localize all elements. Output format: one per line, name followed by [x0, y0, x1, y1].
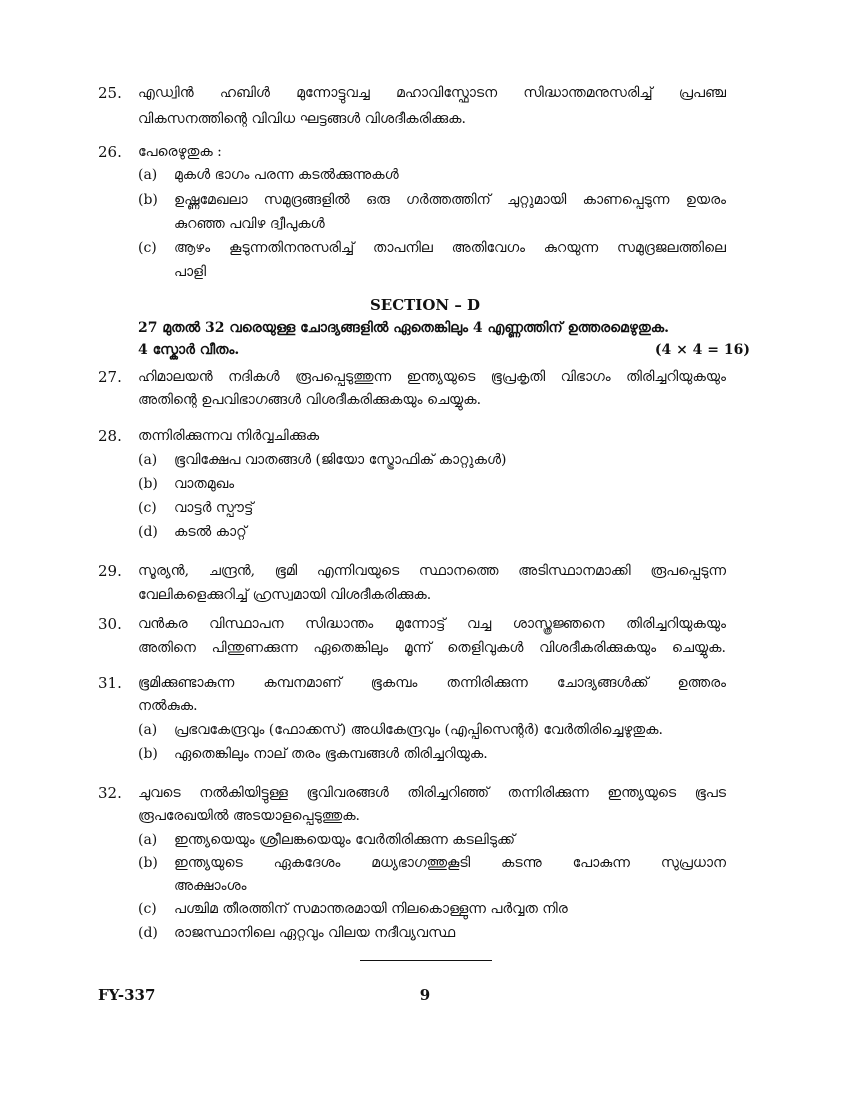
question-number: 26.	[98, 143, 122, 161]
sub-question-label: (b)	[138, 746, 158, 762]
question-number: 27.	[98, 368, 122, 386]
sub-question-label: (d)	[138, 524, 158, 540]
question-number: 32.	[98, 784, 122, 802]
sub-question-text: മുകൾ ഭാഗം പരന്ന കടൽക്കുന്നുകൾ	[174, 167, 399, 183]
sub-question-text: വാതമുഖം	[174, 476, 235, 492]
question-number: 29.	[98, 562, 122, 580]
sub-question-label: (b)	[138, 192, 158, 208]
sub-question-text: രാജസ്ഥാനിലെ ഏറ്റവും വിലയ നദീവ്യവസ്ഥ	[174, 925, 456, 941]
question-text-line: ചുവടെ നൽകിയിട്ടുള്ള ഭൂവിവരങ്ങൾ തിരിച്ചറിഞ്ഞ് തന്നിരിക്കുന്ന ഇന്ത്യയുടെ ഭൂപട	[138, 785, 726, 801]
paper-code: FY-337	[98, 986, 156, 1004]
sub-question-text: ആഴം കൂടുന്നതിനനുസരിച്ച് താപനില അതിവേഗം കുറയുന്ന സമുദ്രജലത്തിലെ	[174, 240, 726, 256]
question-number: 31.	[98, 674, 122, 692]
sub-question-text: ഉഷ്ണമേഖലാ സമുദ്രങ്ങളിൽ ഒരു ഗർത്തത്തിന് ചുറ്റുമായി കാണപ്പെടുന്ന ഉയരം	[174, 192, 726, 208]
question-number: 28.	[98, 427, 122, 445]
sub-question-label: (d)	[138, 925, 158, 941]
sub-question-text: പ്രഭവകേന്ദ്രവും (ഫോക്കസ്) അധികേന്ദ്രവും (എപ്പിസെന്റർ) വേർതിരിച്ചെഴുതുക.	[174, 722, 663, 738]
question-text-line: വികസനത്തിന്റെ വിവിധ ഘട്ടങ്ങൾ വിശദീകരിക്കുക.	[138, 111, 466, 127]
question-text-line: പേരെഴുതുക :	[138, 144, 222, 160]
question-text-line: നൽകുക.	[138, 698, 198, 714]
end-divider	[360, 960, 492, 961]
page-number: 9	[419, 986, 431, 1004]
sub-question-text: കടൽ കാറ്റ്	[174, 524, 247, 540]
sub-question-text: അക്ഷാംശം	[174, 878, 247, 894]
sub-question-label: (c)	[138, 240, 157, 256]
sub-question-text: വാട്ടർ സ്പൗട്ട്	[174, 500, 254, 516]
section-instruction: 27 മുതൽ 32 വരെയുള്ള ചോദ്യങ്ങളിൽ ഏതെങ്കിലും 4 എണ്ണത്തിന് ഉത്തരമെഴുതുക.	[138, 320, 670, 336]
question-text-line: അതിന്റെ ഉപവിഭാഗങ്ങൾ വിശദീകരിക്കുകയും ചെയ്യുക.	[138, 392, 482, 408]
question-text-line: ഹിമാലയൻ നദികൾ രൂപപ്പെടുത്തുന്ന ഇന്ത്യയുടെ ഭൂപ്രകൃതി വിഭാഗം തിരിച്ചറിയുകയും	[138, 369, 726, 385]
sub-question-text: ഏതെങ്കിലും നാല് തരം ഭൂകമ്പങ്ങൾ തിരിച്ചറിയുക.	[174, 746, 488, 762]
sub-question-text: പശ്ചിമ തീരത്തിന് സമാന്തരമായി നിലകൊള്ളുന്ന പർവ്വത നിര	[174, 901, 568, 917]
sub-question-label: (c)	[138, 901, 157, 917]
sub-question-label: (a)	[138, 452, 158, 468]
section-title: SECTION – D	[369, 296, 481, 314]
sub-question-text: ഇന്ത്യയെയും ശ്രീലങ്കയെയും വേർതിരിക്കുന്ന കടലിടുക്ക്	[174, 832, 516, 848]
section-instruction: 4 സ്കോർ വീതം.	[138, 342, 240, 358]
question-text-line: ഭൂമിക്കുണ്ടാകുന്ന കമ്പനമാണ് ഭൂകമ്പം തന്നിരിക്കുന്ന ചോദ്യങ്ങൾക്ക് ഉത്തരം	[138, 675, 726, 691]
sub-question-label: (b)	[138, 476, 158, 492]
question-text-line: വേലികളെക്കുറിച്ച് ഹ്രസ്വമായി വിശദീകരിക്കുക.	[138, 587, 432, 603]
sub-question-text: ഭൂവിക്ഷേപ വാതങ്ങൾ (ജിയോ സ്ട്രോഫിക് കാറ്റുകൾ)	[174, 452, 507, 468]
question-number: 25.	[98, 84, 122, 102]
question-text-line: വൻകര വിസ്ഥാപന സിദ്ധാന്തം മുന്നോട്ട് വച്ച ശാസ്ത്രജ്ഞനെ തിരിച്ചറിയുകയും	[138, 616, 726, 632]
sub-question-text: പാളി	[174, 264, 207, 280]
question-text-line: സൂര്യൻ, ചന്ദ്രൻ, ഭൂമി എന്നിവയുടെ സ്ഥാനത്തെ അടിസ്ഥാനമാക്കി രൂപപ്പെടുന്ന	[138, 563, 726, 579]
question-text-line: അതിനെ പിന്തുണക്കുന്ന ഏതെങ്കിലും മൂന്ന് തെളിവുകൾ വിശദീകരിക്കുകയും ചെയ്യുക.	[138, 640, 726, 656]
sub-question-label: (a)	[138, 722, 158, 738]
question-text-line: രൂപരേഖയിൽ അടയാളപ്പെടുത്തുക.	[138, 808, 361, 824]
section-marks: (4 × 4 = 16)	[654, 342, 750, 358]
question-text-line: തന്നിരിക്കുന്നവ നിർവ്വചിക്കുക	[138, 428, 320, 444]
sub-question-label: (a)	[138, 832, 158, 848]
question-text-line: എഡ്വിൻ ഹബിൾ മുന്നോട്ടുവച്ച മഹാവിസ്ഫോടന സിദ്ധാന്തമനുസരിച്ച് പ്രപഞ്ച	[138, 85, 726, 101]
sub-question-text: ഇന്ത്യയുടെ ഏകദേശം മധ്യഭാഗത്തുകൂടി കടന്നു പോകുന്ന സുപ്രധാന	[174, 855, 726, 871]
sub-question-text: കുറഞ്ഞ പവിഴ ദ്വീപുകൾ	[174, 216, 325, 232]
sub-question-label: (a)	[138, 167, 158, 183]
sub-question-label: (c)	[138, 500, 157, 516]
question-number: 30.	[98, 615, 122, 633]
sub-question-label: (b)	[138, 855, 158, 871]
